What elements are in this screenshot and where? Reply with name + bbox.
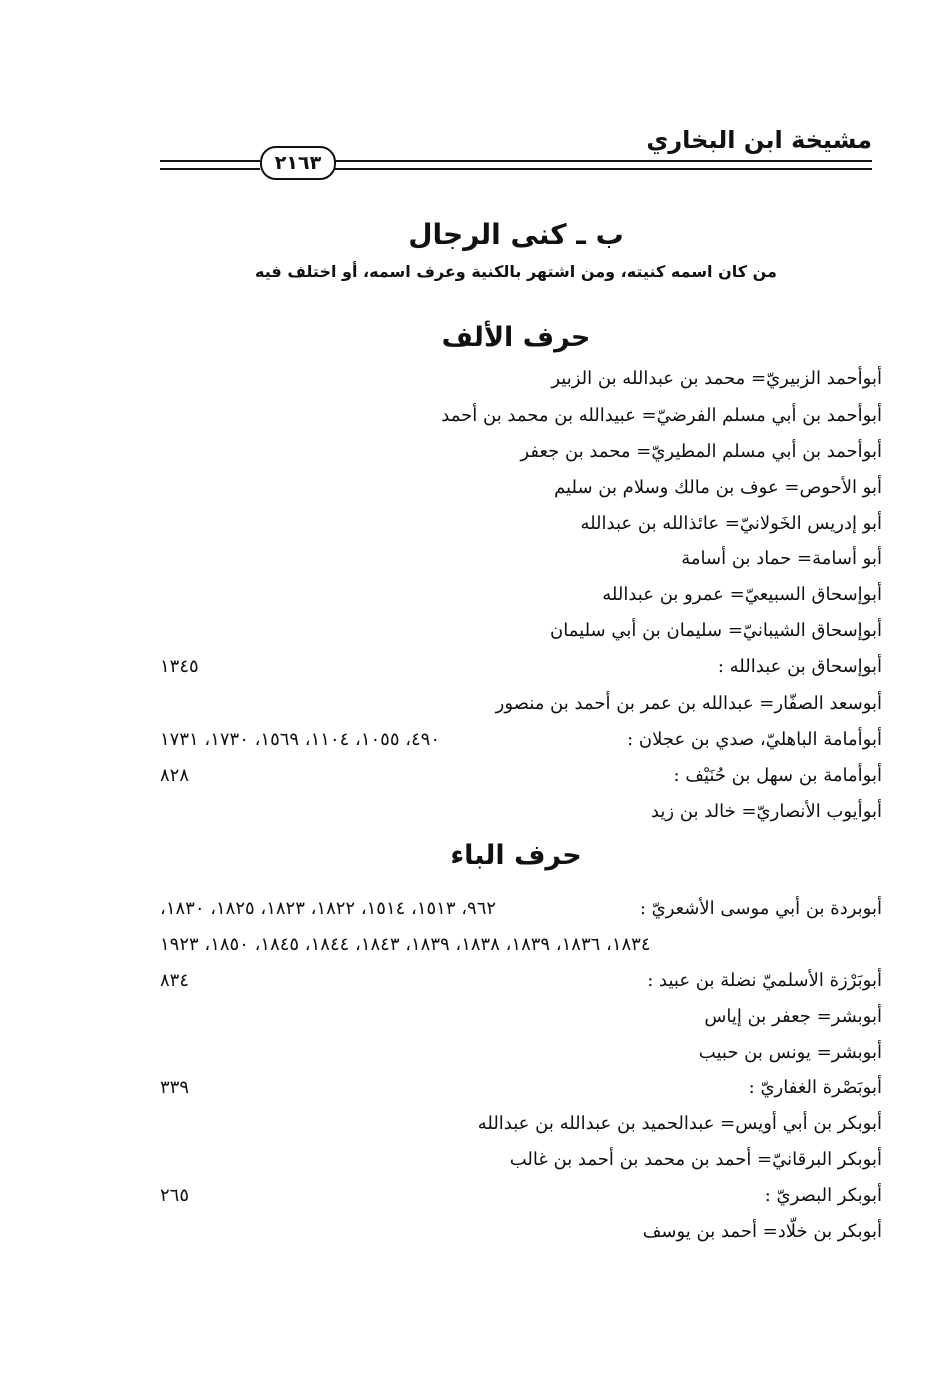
entry-ba-5: أبوبكر بن أبي أويس= عبدالحميد بن عبدالله بن عبدالله — [477, 1113, 882, 1134]
entry-alif-11-refs: ٤٩٠، ١٠٥٥، ١١٠٤، ١٥٦٩، ١٧٣٠، ١٧٣١ — [160, 729, 441, 750]
entry-ba-3: أبوبشر= يونس بن حبيب — [698, 1042, 882, 1063]
entry-alif-12-refs: ٨٢٨ — [160, 765, 190, 786]
entry-alif-13: أبوأيوب الأنصاريّ= خالد بن زيد — [650, 801, 882, 822]
book-title: مشيخة ابن البخاري — [646, 126, 872, 154]
entry-alif-6: أبو أسامة= حماد بن أسامة — [681, 548, 882, 569]
header-rule-left — [160, 160, 260, 170]
heading-ba: حرف الباء — [450, 840, 582, 871]
entry-alif-8: أبوإسحاق الشيبانيّ= سليمان بن أبي سليمان — [550, 620, 882, 641]
entry-ba-burda-refs-1: ٩٦٢، ١٥١٣، ١٥١٤، ١٨٢٢، ١٨٢٣، ١٨٢٥، ١٨٣٠، — [160, 898, 497, 919]
entry-alif-1: أبوأحمد الزبيريّ= محمد بن عبدالله بن الزبير — [551, 368, 882, 389]
entry-ba-burda-refs-2: ١٨٣٤، ١٨٣٦، ١٨٣٩، ١٨٣٨، ١٨٣٩، ١٨٤٣، ١٨٤٤، ١٨٤٥، ١٨٥٠، ١٩٢٣ — [160, 934, 651, 955]
entry-ba-8: أبوبكر بن خلّاد= أحمد بن يوسف — [642, 1221, 882, 1242]
entry-ba-4: أبوبَصْرة الغفاريّ : — [748, 1077, 882, 1098]
page-header — [160, 118, 872, 188]
entry-alif-9-refs: ١٣٤٥ — [160, 656, 199, 677]
entry-ba-burda: أبوبردة بن أبي موسى الأشعريّ : — [639, 898, 882, 919]
entry-alif-7: أبوإسحاق السبيعيّ= عمرو بن عبدالله — [602, 584, 882, 605]
entry-alif-2: أبوأحمد بن أبي مسلم الفرضيّ= عبيدالله بن محمد بن أحمد — [441, 405, 882, 426]
entry-alif-12: أبوأمامة بن سهل بن حُنَيْف : — [673, 765, 882, 786]
page-number: ٢١٦٣ — [260, 146, 336, 180]
entry-alif-4: أبو الأحوص= عوف بن مالك وسلام بن سليم — [554, 477, 882, 498]
section-subtitle: من كان اسمه كنيته، ومن اشتهر بالكنية وعرف اسمه، أو اختلف فيه — [255, 262, 777, 281]
entry-alif-11: أبوأمامة الباهليّ، صدي بن عجلان : — [627, 729, 882, 750]
entry-ba-6: أبوبكر البرقانيّ= أحمد بن محمد بن أحمد بن غالب — [509, 1149, 882, 1170]
entry-ba-1-refs: ٨٣٤ — [160, 970, 190, 991]
section-title: ب ـ كنى الرجال — [408, 218, 624, 251]
header-rule-right — [332, 160, 872, 170]
entry-ba-4-refs: ٣٣٩ — [160, 1077, 190, 1098]
entry-alif-10: أبوسعد الصفّار= عبدالله بن عمر بن أحمد بن منصور — [495, 693, 882, 714]
entry-ba-7-refs: ٢٦٥ — [160, 1185, 190, 1206]
entry-alif-3: أبوأحمد بن أبي مسلم المطيريّ= محمد بن جعفر — [520, 441, 882, 462]
entry-ba-7: أبوبكر البصريّ : — [764, 1185, 882, 1206]
heading-alif: حرف الألف — [441, 322, 591, 353]
entry-ba-2: أبوبشر= جعفر بن إياس — [704, 1006, 882, 1027]
entry-alif-5: أبو إدريس الخَولانيّ= عائذالله بن عبدالله — [580, 513, 882, 534]
entry-alif-9: أبوإسحاق بن عبدالله : — [717, 656, 882, 677]
entry-ba-1: أبوبَرْزة الأسلميّ نضلة بن عبيد : — [647, 970, 882, 991]
